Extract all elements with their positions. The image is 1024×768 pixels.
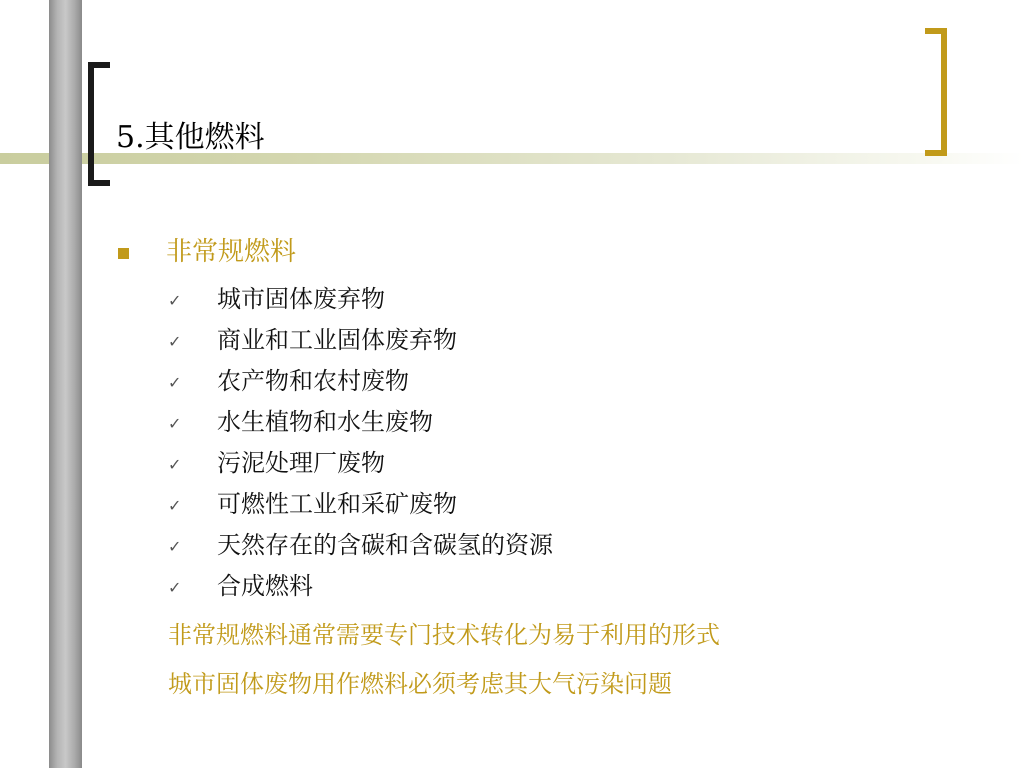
check-icon: ✓ — [168, 291, 182, 310]
list-item — [168, 528, 868, 569]
left-pillar — [49, 0, 82, 768]
list-item — [168, 282, 868, 323]
check-icon: ✓ — [168, 455, 182, 474]
list-item-text: 农产物和农村废物 — [217, 367, 409, 395]
check-icon: ✓ — [168, 373, 182, 392]
list-item — [168, 405, 868, 446]
list-item — [168, 364, 868, 405]
fuel-type-list — [168, 282, 868, 610]
check-icon: ✓ — [168, 537, 182, 556]
list-item — [168, 487, 868, 528]
check-icon: ✓ — [168, 332, 182, 351]
list-item-text: 合成燃料 — [217, 572, 313, 600]
list-item — [168, 446, 868, 487]
list-item-text: 商业和工业固体废弃物 — [217, 326, 457, 354]
note-conversion: 非常规燃料通常需要专门技术转化为易于利用的形式 — [168, 621, 720, 649]
bullet-label: 非常规燃料 — [166, 237, 297, 267]
list-item-text: 水生植物和水生废物 — [217, 408, 433, 436]
list-item — [168, 323, 868, 364]
list-item-text: 可燃性工业和采矿废物 — [217, 490, 457, 518]
check-icon: ✓ — [168, 496, 182, 515]
list-item-text: 天然存在的含碳和含碳氢的资源 — [217, 531, 553, 559]
left-bracket — [88, 62, 110, 186]
list-item-text: 城市固体废弃物 — [217, 285, 385, 313]
slide-title: 5.其他燃料 — [116, 120, 265, 155]
check-icon: ✓ — [168, 414, 182, 433]
square-bullet-icon — [118, 248, 129, 259]
note-air-pollution: 城市固体废物用作燃料必须考虑其大气污染问题 — [168, 670, 672, 698]
list-item — [168, 569, 868, 610]
check-icon: ✓ — [168, 578, 182, 597]
list-item-text: 污泥处理厂废物 — [217, 449, 385, 477]
right-bracket — [925, 28, 947, 156]
